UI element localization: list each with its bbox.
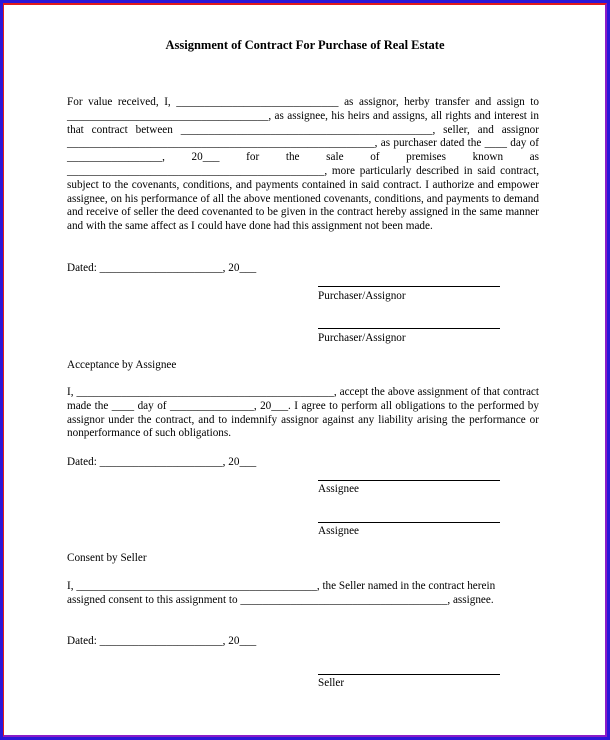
consent-heading: Consent by Seller xyxy=(67,552,147,564)
assignee-signature-line-1 xyxy=(318,480,500,481)
assignment-paragraph: For value received, I, _____________________________ as assignor, herby transfer and assign to ____________________________________, as assignee, his heirs and assigns, all rights and interest in that contract between _____________________________________________, seller, and assignor _______________________________________________________, as purchaser dated the ____ day of _________________, 20___ for the sale of premises known as ______________________________________________, more particularly described in said contract, subject to the covenants, conditions, and payments contained in said contract. I authorize and empower assignee, on his performance of all the above mentioned covenants, conditions, and payments to demand and receive of seller the deed covenanted to be given in the contract hereby assigned in the same manner and with the same affect as I could have done had this assignment not been made. xyxy=(67,96,539,233)
acceptance-paragraph: I, ______________________________________________, accept the above assignment of that contract made the ____ day of _______________, 20___. I agree to perform all obligations to the performed by assignor under the contract, and to indemnify assignor against any liability arising the performance or nonperformance of such obligations. xyxy=(67,386,539,440)
purchaser-signature-line-1 xyxy=(318,286,500,287)
purchaser-signature-line-2 xyxy=(318,328,500,329)
assignee-label-2: Assignee xyxy=(318,525,360,537)
document-title: Assignment of Contract For Purchase of Real Estate xyxy=(165,38,445,52)
assignee-signature-line-2 xyxy=(318,522,500,523)
assignee-label-1: Assignee xyxy=(318,483,360,495)
dated-line-3: Dated: ______________________, 20___ xyxy=(67,635,257,647)
consent-line-1: I, ___________________________________________, the Seller named in the contract herein xyxy=(67,580,496,592)
seller-signature-line xyxy=(318,674,500,675)
dated-line-1: Dated: ______________________, 20___ xyxy=(67,262,257,274)
document-page xyxy=(3,3,607,737)
purchaser-label-1: Purchaser/Assignor xyxy=(318,290,406,302)
consent-line-2: assigned consent to this assignment to _____________________________________, assignee. xyxy=(67,594,494,606)
acceptance-heading: Acceptance by Assignee xyxy=(67,359,177,371)
purchaser-label-2: Purchaser/Assignor xyxy=(318,332,406,344)
seller-label: Seller xyxy=(318,677,345,689)
dated-line-2: Dated: ______________________, 20___ xyxy=(67,456,257,468)
